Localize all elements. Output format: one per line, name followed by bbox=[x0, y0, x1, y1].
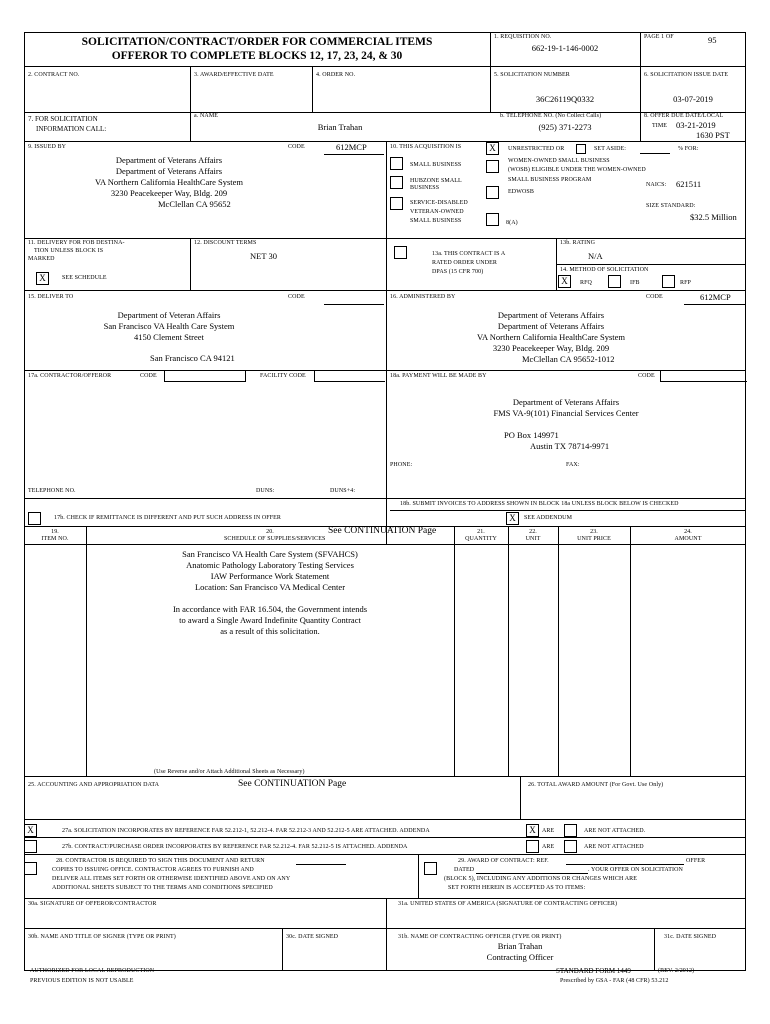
rated-order-checkbox[interactable] bbox=[394, 246, 407, 259]
ifb-label: IFB bbox=[630, 280, 640, 286]
footer-prescribed: Prescribed by GSA - FAR (48 CFR) 53.212 bbox=[560, 978, 669, 984]
sdvosb-label-3: SMALL BUSINESS bbox=[410, 218, 462, 224]
see-schedule-checkbox[interactable]: X bbox=[36, 272, 49, 285]
28-line4: ADDITIONAL SHEETS SUBJECT TO THE TERMS AND CONDITIONS SPECIFIED bbox=[52, 885, 273, 891]
order-no-label: 4. ORDER NO. bbox=[316, 72, 356, 78]
27b-label: 27b. CONTRACT/PURCHASE ORDER INCORPORATES BY REFERENCE FAR 52.212-4. FAR 52.212-5 IS ATTACHED. ADDENDA bbox=[62, 844, 408, 850]
issue-date: 03-07-2019 bbox=[673, 94, 713, 104]
name-label: a. NAME bbox=[194, 113, 219, 119]
offer-due-time: 1630 PST bbox=[696, 130, 730, 140]
eight-a-checkbox[interactable] bbox=[486, 213, 499, 226]
issued-by-line1: Department of Veterans Affairs bbox=[115, 155, 223, 165]
wosb-label-3: SMALL BUSINESS PROGRAM bbox=[508, 177, 592, 183]
issued-by-line5: McClellan CA 95652 bbox=[158, 199, 231, 209]
rule bbox=[190, 238, 191, 290]
rule bbox=[24, 928, 746, 929]
rating-value: N/A bbox=[588, 251, 603, 261]
sdvosb-label-2: VETERAN-OWNED bbox=[410, 209, 464, 215]
addendum-label: SEE ADDENDUM bbox=[524, 515, 573, 521]
administered-by-code: 612MCP bbox=[700, 292, 731, 302]
rule bbox=[558, 526, 559, 776]
col22-num: 22. bbox=[529, 529, 537, 535]
rule bbox=[454, 526, 455, 776]
issued-by-code-label: CODE bbox=[288, 144, 305, 150]
code-underline bbox=[324, 304, 384, 305]
rule bbox=[24, 66, 746, 67]
co-name-label: 31b. NAME OF CONTRACTING OFFICER (TYPE OR PRINT) bbox=[398, 934, 562, 940]
col24-header: AMOUNT bbox=[674, 536, 702, 542]
29-ref-line bbox=[566, 864, 684, 865]
27a-checkbox[interactable]: X bbox=[24, 824, 37, 837]
payment-po-box: PO Box 149971 bbox=[504, 430, 559, 440]
schedule-line2: Anatomic Pathology Laboratory Testing Services bbox=[186, 560, 354, 570]
rule bbox=[24, 819, 746, 820]
discount-terms-value: NET 30 bbox=[250, 251, 277, 261]
edwosb-checkbox[interactable] bbox=[486, 186, 499, 199]
schedule-line1: San Francisco VA Health Care System (SFVAHCS) bbox=[182, 549, 358, 559]
percent-for-label: % FOR: bbox=[678, 146, 699, 152]
col23-num: 23. bbox=[590, 529, 598, 535]
footer-revision: (REV. 2/2012) bbox=[658, 968, 695, 974]
rule bbox=[24, 370, 746, 371]
28-checkbox[interactable] bbox=[24, 862, 37, 875]
offeror-date-label: 30c. DATE SIGNED bbox=[286, 934, 339, 940]
offer-due-label: 8. OFFER DUE DATE/LOCAL bbox=[644, 113, 724, 119]
hubzone-checkbox[interactable] bbox=[390, 176, 403, 189]
administered-by-line2: Department of Veterans Affairs bbox=[497, 321, 605, 331]
contractor-code-label: CODE bbox=[140, 373, 157, 379]
rated-order-label-3: DPAS (15 CFR 700) bbox=[432, 269, 484, 275]
rule bbox=[312, 66, 313, 112]
hubzone-label-2: BUSINESS bbox=[410, 185, 440, 191]
code-underline bbox=[324, 154, 384, 155]
administered-by-line3: VA Northern California HealthCare System bbox=[476, 332, 626, 342]
solicitation-method-label: 14. METHOD OF SOLICITATION bbox=[560, 267, 649, 273]
rfq-checkbox[interactable]: X bbox=[558, 275, 571, 288]
form-title-line2: OFFEROR TO COMPLETE BLOCKS 12, 17, 23, 24, & 30 bbox=[111, 50, 403, 62]
rated-order-label-2: RATED ORDER UNDER bbox=[432, 260, 498, 266]
discount-terms-label: 12. DISCOUNT TERMS bbox=[194, 240, 257, 246]
footer-form-name: STANDARD FORM 1449 bbox=[556, 967, 631, 975]
eight-a-label: 8(A) bbox=[506, 220, 518, 226]
payment-phone-label: PHONE: bbox=[390, 462, 413, 468]
27a-label: 27a. SOLICITATION INCORPORATES BY REFERENCE FAR 52.212-1, 52.212-4. FAR 52.212-3 AND 52.212-5 ARE ATTACHED. ADDENDA bbox=[62, 828, 430, 834]
28-line3: DELIVER ALL ITEMS SET FORTH OR OTHERWISE IDENTIFIED ABOVE AND ON ANY bbox=[52, 876, 291, 882]
rfq-label: RFQ bbox=[580, 280, 592, 286]
col19-num: 19. bbox=[51, 529, 59, 535]
27a-are-checkbox[interactable]: X bbox=[526, 824, 539, 837]
deliver-to-line2: San Francisco VA Health Care System bbox=[103, 321, 235, 331]
rule bbox=[520, 776, 521, 819]
payment-code-field[interactable] bbox=[660, 370, 747, 382]
information-call-label: INFORMATION CALL: bbox=[36, 125, 107, 133]
signature-offeror-label: 30a. SIGNATURE OF OFFEROR/CONTRACTOR bbox=[28, 901, 157, 907]
col21-num: 21. bbox=[477, 529, 485, 535]
schedule-continuation: See CONTINUATION Page bbox=[328, 526, 437, 536]
remittance-label: 17b. CHECK IF REMITTANCE IS DIFFERENT AND PUT SUCH ADDRESS IN OFFER bbox=[54, 515, 282, 521]
27b-checkbox[interactable] bbox=[24, 840, 37, 853]
rule bbox=[418, 854, 419, 898]
issued-by-label: 9. ISSUED BY bbox=[28, 144, 67, 150]
set-aside-percent-line bbox=[640, 153, 670, 154]
27a-not-label: ARE NOT ATTACHED. bbox=[584, 828, 646, 834]
solicitation-number: 36C26119Q0332 bbox=[535, 94, 595, 104]
issued-by-line3: VA Northern California HealthCare System bbox=[94, 177, 244, 187]
footer-authorized: AUTHORIZED FOR LOCAL REPRODUCTION bbox=[30, 968, 155, 974]
rule bbox=[24, 837, 746, 838]
acquisition-label: 10. THIS ACQUISITION IS bbox=[390, 144, 462, 150]
rule bbox=[24, 238, 746, 239]
issue-date-label: 6. SOLICITATION ISSUE DATE bbox=[644, 72, 729, 78]
size-standard-value: $32.5 Million bbox=[690, 212, 737, 222]
schedule-footnote: (Use Reverse and/or Attach Additional Sheets as Necessary) bbox=[154, 769, 305, 775]
col19-header: ITEM NO. bbox=[41, 536, 69, 542]
col20-num: 20. bbox=[266, 529, 274, 535]
set-aside-label: SET ASIDE: bbox=[594, 146, 627, 152]
rfp-label: RFP bbox=[680, 280, 691, 286]
payment-line1: Department of Veterans Affairs bbox=[512, 397, 620, 407]
contact-phone: (925) 371-2273 bbox=[538, 122, 592, 132]
administered-by-label: 16. ADMINISTERED BY bbox=[390, 294, 456, 300]
for-solicitation-label: 7. FOR SOLICITATION bbox=[28, 115, 98, 123]
total-award-label: 26. TOTAL AWARD AMOUNT (For Govt. Use Only) bbox=[528, 782, 664, 788]
deliver-to-city: San Francisco CA 94121 bbox=[150, 353, 235, 363]
contractor-code-field[interactable] bbox=[164, 370, 246, 382]
rule bbox=[630, 526, 631, 776]
administered-by-line4: 3230 Peacekeeper Way, Bldg. 209 bbox=[492, 343, 610, 353]
rule bbox=[390, 510, 746, 511]
payment-code-label: CODE bbox=[638, 373, 655, 379]
27a-not-checkbox[interactable] bbox=[564, 824, 577, 837]
rating-label: 13b. RATING bbox=[560, 240, 596, 246]
29-line3: (BLOCK 5), INCLUDING ANY ADDITIONS OR CHANGES WHICH ARE bbox=[444, 876, 637, 882]
rule bbox=[24, 290, 746, 291]
schedule-line3: IAW Performance Work Statement bbox=[210, 571, 330, 581]
rule bbox=[508, 526, 509, 776]
deliver-to-line1: Department of Veteran Affairs bbox=[117, 310, 221, 320]
rule bbox=[282, 928, 283, 970]
27b-are-checkbox[interactable] bbox=[526, 840, 539, 853]
co-date-label: 31c. DATE SIGNED bbox=[664, 934, 717, 940]
deliver-to-line3: 4150 Clement Street bbox=[134, 332, 204, 342]
administered-by-line1: Department of Veterans Affairs bbox=[497, 310, 605, 320]
offer-due-date: 03-21-2019 bbox=[676, 120, 716, 130]
accounting-label: 25. ACCOUNTING AND APPROPRIATION DATA bbox=[28, 782, 160, 788]
see-schedule-label: SEE SCHEDULE bbox=[62, 275, 107, 281]
27b-are-label: ARE bbox=[542, 844, 555, 850]
payment-fax-label: FAX: bbox=[566, 462, 580, 468]
telephone-label: b. TELEPHONE NO. (No Collect Calls) bbox=[500, 113, 602, 119]
addendum-checkbox[interactable]: X bbox=[506, 512, 519, 525]
fob-label-2: TION UNLESS BLOCK IS bbox=[34, 248, 104, 254]
issued-by-line2: Department of Veterans Affairs bbox=[115, 166, 223, 176]
payment-line2: FMS VA-9(101) Financial Services Center bbox=[493, 408, 639, 418]
29-line2-offer: . YOUR OFFER ON SOLICITATION bbox=[588, 867, 683, 873]
rule bbox=[640, 32, 641, 66]
27a-are-label: ARE bbox=[542, 828, 555, 834]
rule bbox=[24, 544, 746, 545]
rule bbox=[24, 32, 746, 33]
28-copies-line bbox=[296, 864, 346, 865]
facility-code-label: FACILITY CODE bbox=[260, 373, 306, 379]
29-line2: DATED bbox=[454, 867, 475, 873]
requisition-value: 662-19-1-146-0002 bbox=[531, 43, 599, 53]
sdvosb-label-1: SERVICE-DISABLED bbox=[410, 200, 468, 206]
wosb-checkbox[interactable] bbox=[486, 160, 499, 173]
col23-header: UNIT PRICE bbox=[577, 536, 611, 542]
edwosb-label: EDWOSB bbox=[508, 189, 534, 195]
rule bbox=[24, 898, 746, 899]
rule bbox=[386, 498, 387, 544]
rule bbox=[24, 141, 746, 142]
small-business-label: SMALL BUSINESS bbox=[410, 162, 462, 168]
sdvosb-checkbox[interactable] bbox=[390, 197, 403, 210]
contract-no-label: 2. CONTRACT NO. bbox=[28, 72, 80, 78]
duns-label: DUNS: bbox=[256, 488, 275, 494]
co-name: Brian Trahan bbox=[497, 941, 543, 951]
page-total: 95 bbox=[708, 35, 717, 45]
contact-name: Brian Trahan bbox=[317, 122, 363, 132]
duns4-label: DUNS+4: bbox=[330, 488, 356, 494]
col20-header: SCHEDULE OF SUPPLIES/SERVICES bbox=[224, 536, 326, 542]
offer-due-time-label: TIME bbox=[652, 123, 668, 129]
schedule-line5: In accordance with FAR 16.504, the Government intends bbox=[172, 604, 368, 614]
unrestricted-checkbox[interactable]: X bbox=[486, 142, 499, 155]
deliver-to-label: 15. DELIVER TO bbox=[28, 294, 74, 300]
naics-label: NAICS: bbox=[646, 182, 667, 188]
schedule-line6: to award a Single Award Indefinite Quantity Contract bbox=[179, 615, 361, 625]
issued-by-line4: 3230 Peacekeeper Way, Bldg. 209 bbox=[110, 188, 228, 198]
accounting-value: See CONTINUATION Page bbox=[238, 779, 347, 789]
29-line1: 29. AWARD OF CONTRACT: REF. bbox=[458, 858, 549, 864]
rule bbox=[24, 498, 746, 499]
hubzone-label-1: HUBZONE SMALL bbox=[410, 178, 462, 184]
col24-num: 24. bbox=[684, 529, 692, 535]
contractor-label: 17a. CONTRACTOR/OFFEROR bbox=[28, 373, 112, 379]
rule bbox=[24, 854, 746, 855]
code-underline bbox=[684, 304, 746, 305]
signer-name-label: 30b. NAME AND TITLE OF SIGNER (TYPE OR PRINT) bbox=[28, 934, 176, 940]
payment-label: 18a. PAYMENT WILL BE MADE BY bbox=[390, 373, 487, 379]
size-standard-label: SIZE STANDARD: bbox=[646, 203, 696, 209]
administered-by-line5: McClellan CA 95652-1012 bbox=[522, 354, 615, 364]
wosb-label-2: (WOSB) ELIGIBLE UNDER THE WOMEN-OWNED bbox=[508, 167, 646, 173]
wosb-label-1: WOMEN-OWNED SMALL BUSINESS bbox=[508, 158, 610, 164]
naics-value: 621511 bbox=[676, 179, 702, 189]
administered-by-code-label: CODE bbox=[646, 294, 663, 300]
payment-city: Austin TX 78714-9971 bbox=[530, 441, 610, 451]
ifb-checkbox[interactable] bbox=[608, 275, 621, 288]
telephone-no-label: TELEPHONE NO. bbox=[28, 488, 76, 494]
fob-label-3: MARKED bbox=[28, 256, 55, 262]
col22-header: UNIT bbox=[525, 536, 541, 542]
remittance-checkbox[interactable] bbox=[28, 512, 41, 525]
col21-header: QUANTITY bbox=[465, 536, 497, 542]
page-label: PAGE 1 OF bbox=[644, 34, 674, 40]
rated-order-label-1: 13a. THIS CONTRACT IS A bbox=[432, 251, 506, 257]
28-line2: COPIES TO ISSUING OFFICE. CONTRACTOR AGREES TO FURNISH AND bbox=[52, 867, 254, 873]
facility-code-field[interactable] bbox=[314, 370, 385, 382]
29-checkbox[interactable] bbox=[424, 862, 437, 875]
29-line4: SET FORTH HEREIN IS ACCEPTED AS TO ITEMS: bbox=[448, 885, 586, 891]
schedule-line7: as a result of this solicitation. bbox=[220, 626, 320, 636]
fob-label-1: 11. DELIVERY FOR FOB DESTINA- bbox=[28, 240, 125, 246]
29-dated-line bbox=[476, 873, 588, 874]
rfp-checkbox[interactable] bbox=[662, 275, 675, 288]
issued-by-code: 612MCP bbox=[336, 142, 367, 152]
submit-invoices-label: 18b. SUBMIT INVOICES TO ADDRESS SHOWN IN BLOCK 18a UNLESS BLOCK BELOW IS CHECKED bbox=[400, 501, 679, 507]
signature-co-label: 31a. UNITED STATES OF AMERICA (SIGNATURE OF CONTRACTING OFFICER) bbox=[398, 901, 618, 907]
small-business-checkbox[interactable] bbox=[390, 157, 403, 170]
rule bbox=[654, 928, 655, 970]
solicitation-number-label: 5. SOLICITATION NUMBER bbox=[494, 72, 570, 78]
28-line1: 28. CONTRACTOR IS REQUIRED TO SIGN THIS DOCUMENT AND RETURN bbox=[56, 858, 265, 864]
deliver-to-code-label: CODE bbox=[288, 294, 305, 300]
rule bbox=[24, 776, 746, 777]
rule bbox=[745, 32, 746, 970]
sf1449-form bbox=[24, 32, 746, 972]
form-title-line1: SOLICITATION/CONTRACT/ORDER FOR COMMERCIAL ITEMS bbox=[81, 36, 433, 48]
27b-not-checkbox[interactable] bbox=[564, 840, 577, 853]
schedule-line4: Location: San Francisco VA Medical Center bbox=[194, 582, 346, 592]
footer-previous-edition: PREVIOUS EDITION IS NOT USABLE bbox=[30, 978, 134, 984]
27b-not-label: ARE NOT ATTACHED bbox=[584, 844, 644, 850]
requisition-label: 1. REQUISITION NO. bbox=[494, 34, 552, 40]
rule bbox=[24, 112, 746, 113]
award-date-label: 3. AWARD/EFFECTIVE DATE bbox=[194, 72, 274, 78]
unrestricted-label: UNRESTRICTED OR bbox=[508, 146, 565, 152]
set-aside-checkbox[interactable] bbox=[576, 144, 586, 154]
co-title: Contracting Officer bbox=[486, 952, 554, 962]
rule bbox=[556, 264, 746, 265]
29-line1-offer: OFFER bbox=[686, 858, 706, 864]
